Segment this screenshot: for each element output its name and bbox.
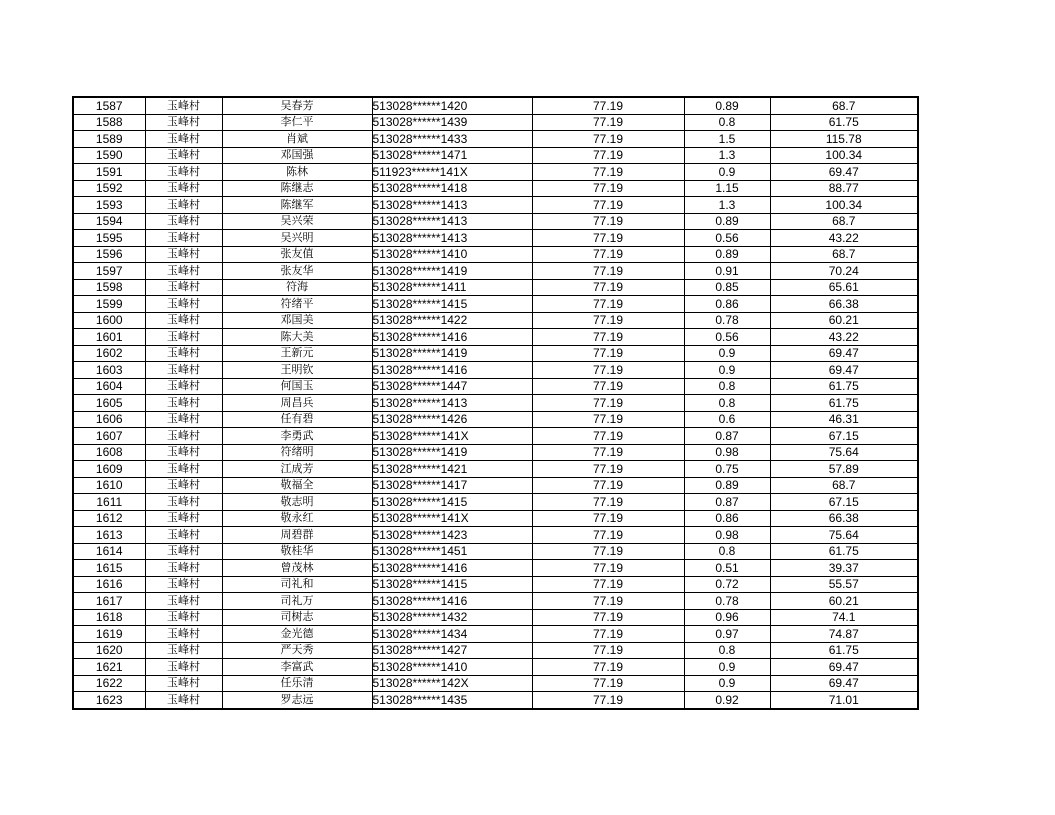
name-cell: 何国玉 bbox=[222, 378, 372, 395]
amount-cell: 61.75 bbox=[770, 114, 918, 131]
table-row bbox=[73, 675, 918, 692]
unit-price-cell: 77.19 bbox=[532, 444, 684, 461]
table-row bbox=[73, 279, 918, 296]
village-cell: 玉峰村 bbox=[145, 213, 222, 230]
area-cell: 0.89 bbox=[684, 213, 770, 230]
table-row bbox=[73, 147, 918, 164]
unit-price-cell: 77.19 bbox=[532, 626, 684, 643]
row-number: 1621 bbox=[73, 659, 145, 676]
row-number: 1602 bbox=[73, 345, 145, 362]
table-row bbox=[73, 296, 918, 313]
area-cell: 0.9 bbox=[684, 362, 770, 379]
name-cell: 司礼和 bbox=[222, 576, 372, 593]
amount-cell: 68.7 bbox=[770, 213, 918, 230]
id-number-cell: 513028******1426 bbox=[372, 411, 532, 428]
id-number-cell: 513028******1427 bbox=[372, 642, 532, 659]
amount-cell: 68.7 bbox=[770, 246, 918, 263]
row-number: 1593 bbox=[73, 197, 145, 214]
village-cell: 玉峰村 bbox=[145, 659, 222, 676]
table-row bbox=[73, 131, 918, 148]
amount-cell: 61.75 bbox=[770, 642, 918, 659]
table-row bbox=[73, 378, 918, 395]
unit-price-cell: 77.19 bbox=[532, 494, 684, 511]
unit-price-cell: 77.19 bbox=[532, 411, 684, 428]
village-cell: 玉峰村 bbox=[145, 428, 222, 445]
id-number-cell: 513028******1415 bbox=[372, 494, 532, 511]
id-number-cell: 513028******141X bbox=[372, 510, 532, 527]
area-cell: 0.56 bbox=[684, 329, 770, 346]
table-row bbox=[73, 593, 918, 610]
id-number-cell: 513028******1434 bbox=[372, 626, 532, 643]
unit-price-cell: 77.19 bbox=[532, 279, 684, 296]
village-cell: 玉峰村 bbox=[145, 296, 222, 313]
unit-price-cell: 77.19 bbox=[532, 692, 684, 709]
village-cell: 玉峰村 bbox=[145, 164, 222, 181]
village-cell: 玉峰村 bbox=[145, 642, 222, 659]
village-cell: 玉峰村 bbox=[145, 279, 222, 296]
table-row bbox=[73, 263, 918, 280]
area-cell: 0.72 bbox=[684, 576, 770, 593]
amount-cell: 60.21 bbox=[770, 312, 918, 329]
name-cell: 吴兴荣 bbox=[222, 213, 372, 230]
unit-price-cell: 77.19 bbox=[532, 296, 684, 313]
id-number-cell: 513028******1413 bbox=[372, 197, 532, 214]
unit-price-cell: 77.19 bbox=[532, 147, 684, 164]
row-number: 1600 bbox=[73, 312, 145, 329]
village-cell: 玉峰村 bbox=[145, 97, 222, 114]
id-number-cell: 513028******1410 bbox=[372, 659, 532, 676]
village-cell: 玉峰村 bbox=[145, 246, 222, 263]
unit-price-cell: 77.19 bbox=[532, 263, 684, 280]
amount-cell: 68.7 bbox=[770, 97, 918, 114]
row-number: 1616 bbox=[73, 576, 145, 593]
table-row bbox=[73, 395, 918, 412]
amount-cell: 65.61 bbox=[770, 279, 918, 296]
table-row bbox=[73, 213, 918, 230]
id-number-cell: 513028******1416 bbox=[372, 329, 532, 346]
unit-price-cell: 77.19 bbox=[532, 378, 684, 395]
table-row bbox=[73, 114, 918, 131]
id-number-cell: 513028******1415 bbox=[372, 576, 532, 593]
amount-cell: 67.15 bbox=[770, 494, 918, 511]
name-cell: 周昌兵 bbox=[222, 395, 372, 412]
table-row bbox=[73, 345, 918, 362]
table-row bbox=[73, 444, 918, 461]
name-cell: 李勇武 bbox=[222, 428, 372, 445]
table-row bbox=[73, 659, 918, 676]
area-cell: 0.6 bbox=[684, 411, 770, 428]
area-cell: 0.75 bbox=[684, 461, 770, 478]
table-row bbox=[73, 692, 918, 709]
unit-price-cell: 77.19 bbox=[532, 312, 684, 329]
amount-cell: 75.64 bbox=[770, 444, 918, 461]
amount-cell: 69.47 bbox=[770, 675, 918, 692]
amount-cell: 57.89 bbox=[770, 461, 918, 478]
row-number: 1595 bbox=[73, 230, 145, 247]
name-cell: 严天秀 bbox=[222, 642, 372, 659]
table-row bbox=[73, 180, 918, 197]
name-cell: 王明钦 bbox=[222, 362, 372, 379]
row-number: 1618 bbox=[73, 609, 145, 626]
unit-price-cell: 77.19 bbox=[532, 329, 684, 346]
village-cell: 玉峰村 bbox=[145, 444, 222, 461]
row-number: 1604 bbox=[73, 378, 145, 395]
name-cell: 任有碧 bbox=[222, 411, 372, 428]
name-cell: 邓国美 bbox=[222, 312, 372, 329]
village-cell: 玉峰村 bbox=[145, 147, 222, 164]
name-cell: 吴春芳 bbox=[222, 97, 372, 114]
amount-cell: 69.47 bbox=[770, 659, 918, 676]
name-cell: 符绪明 bbox=[222, 444, 372, 461]
village-cell: 玉峰村 bbox=[145, 131, 222, 148]
id-number-cell: 513028******1410 bbox=[372, 246, 532, 263]
amount-cell: 100.34 bbox=[770, 147, 918, 164]
area-cell: 0.97 bbox=[684, 626, 770, 643]
amount-cell: 61.75 bbox=[770, 378, 918, 395]
spreadsheet-page bbox=[72, 96, 919, 710]
id-number-cell: 513028******1419 bbox=[372, 444, 532, 461]
name-cell: 周碧群 bbox=[222, 527, 372, 544]
village-cell: 玉峰村 bbox=[145, 230, 222, 247]
row-number: 1591 bbox=[73, 164, 145, 181]
unit-price-cell: 77.19 bbox=[532, 560, 684, 577]
area-cell: 0.9 bbox=[684, 164, 770, 181]
amount-cell: 67.15 bbox=[770, 428, 918, 445]
area-cell: 0.78 bbox=[684, 593, 770, 610]
id-number-cell: 513028******1413 bbox=[372, 213, 532, 230]
unit-price-cell: 77.19 bbox=[532, 97, 684, 114]
name-cell: 张友值 bbox=[222, 246, 372, 263]
unit-price-cell: 77.19 bbox=[532, 362, 684, 379]
id-number-cell: 513028******1419 bbox=[372, 345, 532, 362]
village-cell: 玉峰村 bbox=[145, 180, 222, 197]
unit-price-cell: 77.19 bbox=[532, 477, 684, 494]
table-row bbox=[73, 246, 918, 263]
id-number-cell: 513028******1419 bbox=[372, 263, 532, 280]
id-number-cell: 513028******1418 bbox=[372, 180, 532, 197]
amount-cell: 55.57 bbox=[770, 576, 918, 593]
unit-price-cell: 77.19 bbox=[532, 510, 684, 527]
amount-cell: 75.64 bbox=[770, 527, 918, 544]
area-cell: 1.3 bbox=[684, 197, 770, 214]
table-row bbox=[73, 576, 918, 593]
table-row bbox=[73, 411, 918, 428]
unit-price-cell: 77.19 bbox=[532, 642, 684, 659]
amount-cell: 61.75 bbox=[770, 543, 918, 560]
id-number-cell: 513028******1422 bbox=[372, 312, 532, 329]
village-cell: 玉峰村 bbox=[145, 494, 222, 511]
village-cell: 玉峰村 bbox=[145, 626, 222, 643]
area-cell: 1.5 bbox=[684, 131, 770, 148]
table-row bbox=[73, 626, 918, 643]
name-cell: 邓国强 bbox=[222, 147, 372, 164]
row-number: 1598 bbox=[73, 279, 145, 296]
id-number-cell: 513028******1447 bbox=[372, 378, 532, 395]
row-number: 1619 bbox=[73, 626, 145, 643]
name-cell: 江成芳 bbox=[222, 461, 372, 478]
id-number-cell: 513028******1417 bbox=[372, 477, 532, 494]
name-cell: 符海 bbox=[222, 279, 372, 296]
village-cell: 玉峰村 bbox=[145, 197, 222, 214]
area-cell: 0.86 bbox=[684, 296, 770, 313]
area-cell: 0.91 bbox=[684, 263, 770, 280]
area-cell: 0.9 bbox=[684, 659, 770, 676]
table-row bbox=[73, 543, 918, 560]
id-number-cell: 513028******141X bbox=[372, 428, 532, 445]
area-cell: 0.96 bbox=[684, 609, 770, 626]
village-cell: 玉峰村 bbox=[145, 345, 222, 362]
area-cell: 1.3 bbox=[684, 147, 770, 164]
table-row bbox=[73, 312, 918, 329]
table-row bbox=[73, 461, 918, 478]
table-row bbox=[73, 329, 918, 346]
village-cell: 玉峰村 bbox=[145, 114, 222, 131]
unit-price-cell: 77.19 bbox=[532, 461, 684, 478]
row-number: 1587 bbox=[73, 97, 145, 114]
name-cell: 肖斌 bbox=[222, 131, 372, 148]
unit-price-cell: 77.19 bbox=[532, 246, 684, 263]
area-cell: 0.89 bbox=[684, 97, 770, 114]
row-number: 1613 bbox=[73, 527, 145, 544]
id-number-cell: 513028******1423 bbox=[372, 527, 532, 544]
village-cell: 玉峰村 bbox=[145, 461, 222, 478]
village-cell: 玉峰村 bbox=[145, 411, 222, 428]
name-cell: 敬福全 bbox=[222, 477, 372, 494]
row-number: 1605 bbox=[73, 395, 145, 412]
table-row bbox=[73, 477, 918, 494]
amount-cell: 66.38 bbox=[770, 510, 918, 527]
table-row bbox=[73, 510, 918, 527]
area-cell: 0.92 bbox=[684, 692, 770, 709]
unit-price-cell: 77.19 bbox=[532, 230, 684, 247]
row-number: 1614 bbox=[73, 543, 145, 560]
table-row bbox=[73, 428, 918, 445]
amount-cell: 74.1 bbox=[770, 609, 918, 626]
row-number: 1588 bbox=[73, 114, 145, 131]
village-cell: 玉峰村 bbox=[145, 692, 222, 709]
amount-cell: 68.7 bbox=[770, 477, 918, 494]
amount-cell: 69.47 bbox=[770, 164, 918, 181]
id-number-cell: 511923******141X bbox=[372, 164, 532, 181]
village-cell: 玉峰村 bbox=[145, 329, 222, 346]
name-cell: 任乐清 bbox=[222, 675, 372, 692]
id-number-cell: 513028******1421 bbox=[372, 461, 532, 478]
village-cell: 玉峰村 bbox=[145, 593, 222, 610]
area-cell: 0.87 bbox=[684, 494, 770, 511]
row-number: 1589 bbox=[73, 131, 145, 148]
row-number: 1620 bbox=[73, 642, 145, 659]
amount-cell: 43.22 bbox=[770, 329, 918, 346]
unit-price-cell: 77.19 bbox=[532, 428, 684, 445]
row-number: 1608 bbox=[73, 444, 145, 461]
name-cell: 王新元 bbox=[222, 345, 372, 362]
amount-cell: 70.24 bbox=[770, 263, 918, 280]
id-number-cell: 513028******1416 bbox=[372, 593, 532, 610]
unit-price-cell: 77.19 bbox=[532, 593, 684, 610]
name-cell: 李仁平 bbox=[222, 114, 372, 131]
area-cell: 0.87 bbox=[684, 428, 770, 445]
area-cell: 0.89 bbox=[684, 246, 770, 263]
row-number: 1592 bbox=[73, 180, 145, 197]
id-number-cell: 513028******1471 bbox=[372, 147, 532, 164]
area-cell: 0.51 bbox=[684, 560, 770, 577]
id-number-cell: 513028******1433 bbox=[372, 131, 532, 148]
row-number: 1609 bbox=[73, 461, 145, 478]
id-number-cell: 513028******1439 bbox=[372, 114, 532, 131]
id-number-cell: 513028******1451 bbox=[372, 543, 532, 560]
name-cell: 曾茂林 bbox=[222, 560, 372, 577]
area-cell: 1.15 bbox=[684, 180, 770, 197]
unit-price-cell: 77.19 bbox=[532, 576, 684, 593]
name-cell: 张友华 bbox=[222, 263, 372, 280]
row-number: 1603 bbox=[73, 362, 145, 379]
area-cell: 0.98 bbox=[684, 527, 770, 544]
unit-price-cell: 77.19 bbox=[532, 609, 684, 626]
area-cell: 0.8 bbox=[684, 378, 770, 395]
table-row bbox=[73, 560, 918, 577]
row-number: 1606 bbox=[73, 411, 145, 428]
amount-cell: 74.87 bbox=[770, 626, 918, 643]
name-cell: 符绪平 bbox=[222, 296, 372, 313]
id-number-cell: 513028******1413 bbox=[372, 230, 532, 247]
amount-cell: 43.22 bbox=[770, 230, 918, 247]
unit-price-cell: 77.19 bbox=[532, 164, 684, 181]
row-number: 1597 bbox=[73, 263, 145, 280]
name-cell: 敬志明 bbox=[222, 494, 372, 511]
village-cell: 玉峰村 bbox=[145, 527, 222, 544]
name-cell: 吴兴明 bbox=[222, 230, 372, 247]
unit-price-cell: 77.19 bbox=[532, 180, 684, 197]
unit-price-cell: 77.19 bbox=[532, 395, 684, 412]
village-cell: 玉峰村 bbox=[145, 609, 222, 626]
area-cell: 0.8 bbox=[684, 114, 770, 131]
id-number-cell: 513028******1415 bbox=[372, 296, 532, 313]
id-number-cell: 513028******1435 bbox=[372, 692, 532, 709]
area-cell: 0.8 bbox=[684, 543, 770, 560]
amount-cell: 71.01 bbox=[770, 692, 918, 709]
amount-cell: 39.37 bbox=[770, 560, 918, 577]
area-cell: 0.8 bbox=[684, 395, 770, 412]
area-cell: 0.86 bbox=[684, 510, 770, 527]
village-cell: 玉峰村 bbox=[145, 312, 222, 329]
id-number-cell: 513028******1413 bbox=[372, 395, 532, 412]
id-number-cell: 513028******1416 bbox=[372, 560, 532, 577]
table-row bbox=[73, 609, 918, 626]
unit-price-cell: 77.19 bbox=[532, 659, 684, 676]
name-cell: 罗志远 bbox=[222, 692, 372, 709]
amount-cell: 88.77 bbox=[770, 180, 918, 197]
area-cell: 0.9 bbox=[684, 345, 770, 362]
village-cell: 玉峰村 bbox=[145, 395, 222, 412]
row-number: 1601 bbox=[73, 329, 145, 346]
id-number-cell: 513028******1411 bbox=[372, 279, 532, 296]
id-number-cell: 513028******1416 bbox=[372, 362, 532, 379]
name-cell: 陈继志 bbox=[222, 180, 372, 197]
unit-price-cell: 77.19 bbox=[532, 213, 684, 230]
name-cell: 敬永红 bbox=[222, 510, 372, 527]
amount-cell: 66.38 bbox=[770, 296, 918, 313]
row-number: 1617 bbox=[73, 593, 145, 610]
amount-cell: 60.21 bbox=[770, 593, 918, 610]
area-cell: 0.89 bbox=[684, 477, 770, 494]
village-cell: 玉峰村 bbox=[145, 560, 222, 577]
row-number: 1615 bbox=[73, 560, 145, 577]
amount-cell: 46.31 bbox=[770, 411, 918, 428]
unit-price-cell: 77.19 bbox=[532, 131, 684, 148]
table-row bbox=[73, 97, 918, 114]
unit-price-cell: 77.19 bbox=[532, 345, 684, 362]
village-cell: 玉峰村 bbox=[145, 675, 222, 692]
name-cell: 李富武 bbox=[222, 659, 372, 676]
subsidy-table bbox=[72, 96, 919, 710]
amount-cell: 69.47 bbox=[770, 345, 918, 362]
row-number: 1596 bbox=[73, 246, 145, 263]
table-row bbox=[73, 230, 918, 247]
amount-cell: 61.75 bbox=[770, 395, 918, 412]
row-number: 1594 bbox=[73, 213, 145, 230]
row-number: 1599 bbox=[73, 296, 145, 313]
id-number-cell: 513028******142X bbox=[372, 675, 532, 692]
id-number-cell: 513028******1420 bbox=[372, 97, 532, 114]
row-number: 1607 bbox=[73, 428, 145, 445]
name-cell: 陈林 bbox=[222, 164, 372, 181]
row-number: 1612 bbox=[73, 510, 145, 527]
name-cell: 金光德 bbox=[222, 626, 372, 643]
unit-price-cell: 77.19 bbox=[532, 527, 684, 544]
area-cell: 0.56 bbox=[684, 230, 770, 247]
name-cell: 陈继军 bbox=[222, 197, 372, 214]
table-row bbox=[73, 642, 918, 659]
unit-price-cell: 77.19 bbox=[532, 114, 684, 131]
table-row bbox=[73, 164, 918, 181]
row-number: 1623 bbox=[73, 692, 145, 709]
amount-cell: 115.78 bbox=[770, 131, 918, 148]
row-number: 1611 bbox=[73, 494, 145, 511]
village-cell: 玉峰村 bbox=[145, 362, 222, 379]
name-cell: 敬桂华 bbox=[222, 543, 372, 560]
table-body bbox=[73, 97, 918, 709]
unit-price-cell: 77.19 bbox=[532, 197, 684, 214]
row-number: 1610 bbox=[73, 477, 145, 494]
table-row bbox=[73, 527, 918, 544]
area-cell: 0.9 bbox=[684, 675, 770, 692]
name-cell: 陈大美 bbox=[222, 329, 372, 346]
area-cell: 0.85 bbox=[684, 279, 770, 296]
name-cell: 司礼万 bbox=[222, 593, 372, 610]
area-cell: 0.78 bbox=[684, 312, 770, 329]
village-cell: 玉峰村 bbox=[145, 510, 222, 527]
row-number: 1590 bbox=[73, 147, 145, 164]
village-cell: 玉峰村 bbox=[145, 543, 222, 560]
village-cell: 玉峰村 bbox=[145, 576, 222, 593]
amount-cell: 69.47 bbox=[770, 362, 918, 379]
amount-cell: 100.34 bbox=[770, 197, 918, 214]
table-row bbox=[73, 197, 918, 214]
area-cell: 0.8 bbox=[684, 642, 770, 659]
name-cell: 司树志 bbox=[222, 609, 372, 626]
village-cell: 玉峰村 bbox=[145, 263, 222, 280]
village-cell: 玉峰村 bbox=[145, 378, 222, 395]
area-cell: 0.98 bbox=[684, 444, 770, 461]
unit-price-cell: 77.19 bbox=[532, 543, 684, 560]
id-number-cell: 513028******1432 bbox=[372, 609, 532, 626]
table-row bbox=[73, 362, 918, 379]
village-cell: 玉峰村 bbox=[145, 477, 222, 494]
unit-price-cell: 77.19 bbox=[532, 675, 684, 692]
table-row bbox=[73, 494, 918, 511]
row-number: 1622 bbox=[73, 675, 145, 692]
